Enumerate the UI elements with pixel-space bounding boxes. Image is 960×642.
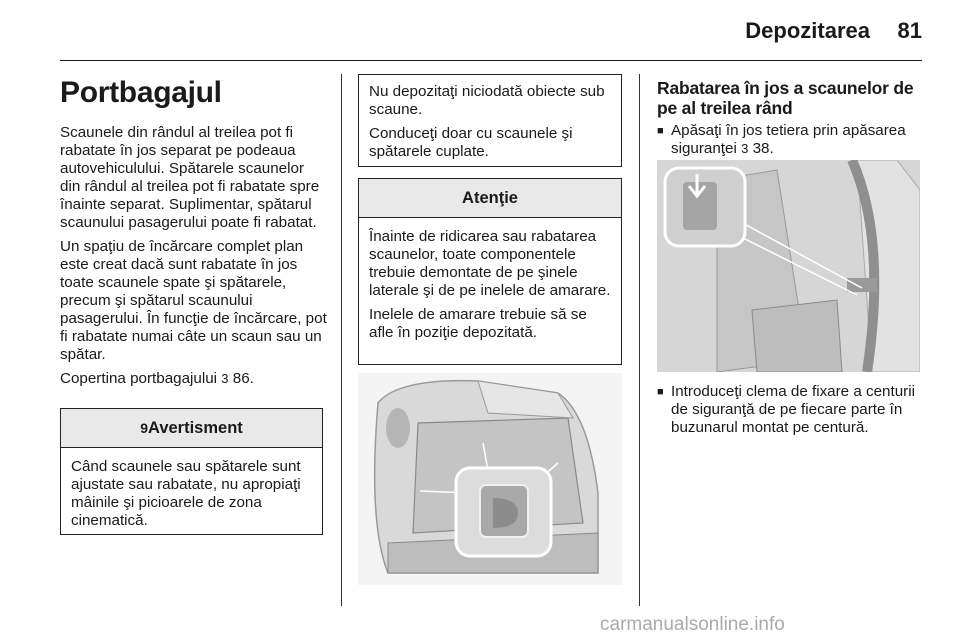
page-number: 81 <box>897 18 922 43</box>
reference-arrow-icon: 3 <box>221 371 229 386</box>
bullet-text: Apăsaţi în jos tetiera prin apăsarea siguranţei 3 38. <box>671 122 906 157</box>
warning-header <box>61 408 322 448</box>
header-rule <box>60 60 922 61</box>
caution-box <box>358 178 622 365</box>
page-header-title: Depozitarea <box>745 18 870 43</box>
warning-title: Avertisment <box>148 419 243 437</box>
trunk-drawing <box>358 373 622 585</box>
section-heading: Rabatarea în jos a scaunelor de pe al treilea rând <box>657 78 914 118</box>
bullet-square-icon: ■ <box>657 386 664 398</box>
column-divider <box>639 74 640 606</box>
caution-text: Înainte de ridicarea sau rabatarea scaunelor, toate componentele trebuie demontate de pe şinele laterale şi de pe inelele de amarare. <box>369 228 611 299</box>
column-right-lower <box>657 383 922 443</box>
section-heading: Portbagajul <box>60 76 222 109</box>
caution-header: Atenţie <box>359 178 621 218</box>
column-right <box>657 78 922 164</box>
column-divider <box>341 74 342 606</box>
paragraph: Conduceţi doar cu scaunele şi spătarele cuplate. <box>369 125 573 160</box>
paragraph: Un spaţiu de încărcare complet plan este creat dacă sunt rabatate în jos toate scaunele spate şi spătarele, precum şi spătarul scaunului pasagerului. În funcţie de încărcare, pot fi rabatate numai câte un scaun sau un spătar. <box>60 238 327 363</box>
instruction-bullet <box>657 383 922 437</box>
column-left <box>60 76 328 394</box>
bullet-text: Introduceţi clema de fixare a centurii de siguranţă de pe fiecare parte în buzunarul montat pe centură. <box>671 383 915 436</box>
headrest-drawing <box>657 160 920 372</box>
paragraph: Nu depozitaţi niciodată obiecte sub scaune. <box>369 83 605 118</box>
trunk-illustration <box>358 373 622 585</box>
caution-text: Inelele de amarare trebuie să se afle în poziţie depozitată. <box>369 306 587 341</box>
headrest-illustration <box>657 160 920 372</box>
warning-box <box>60 408 323 535</box>
warning-text: Când scaunele sau spătarele sunt ajustate sau rabatate, nu apropiaţi mâinile şi picioarele de zona cinematică. <box>71 458 301 529</box>
bullet-square-icon: ■ <box>657 125 664 137</box>
paragraph: Scaunele din rândul al treilea pot fi rabatate în jos separat pe podeaua autovehiculului. Spătarele scaunelor din rândul al treilea pot fi rabatate spre înainte separat. Suplimentar, spătarul scaunului pasagerului poate fi rabatat. <box>60 124 320 231</box>
reference-arrow-icon: 3 <box>741 141 749 156</box>
warning-triangle-icon: 9 <box>140 420 149 436</box>
caution-box-continued <box>358 74 622 167</box>
warning-body <box>61 448 322 542</box>
instruction-bullet <box>657 122 922 158</box>
cross-reference: Copertina portbagajului 3 86. <box>60 370 254 387</box>
watermark: carmanualsonline.info <box>600 614 785 635</box>
